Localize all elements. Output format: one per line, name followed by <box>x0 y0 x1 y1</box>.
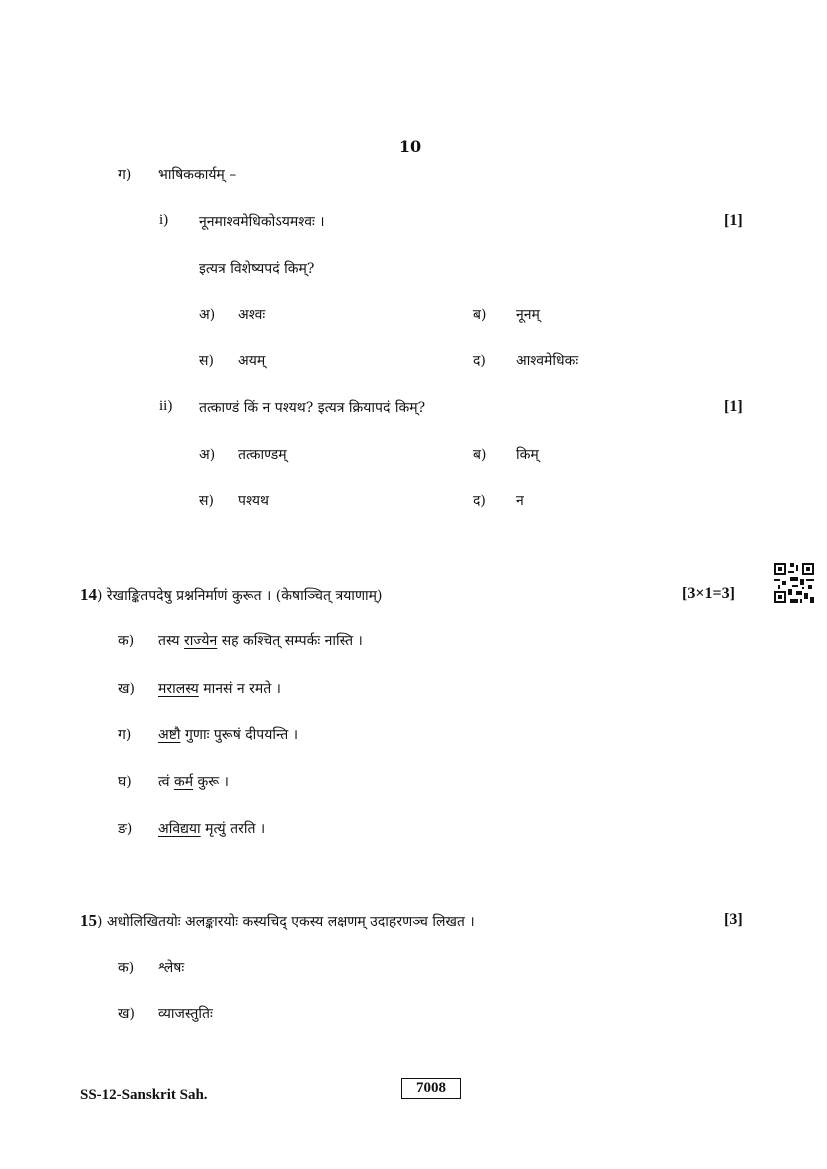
question-number: 15 <box>80 911 97 930</box>
item-number: i) <box>159 212 169 228</box>
qr-code-icon <box>774 563 814 603</box>
item-text: तत्काण्डं किं न पश्यथ? इत्यत्र क्रियापदं किम्? <box>199 400 426 416</box>
question-15: 15) अधोलिखितयोः अलङ्कारयोः कस्यचिद् एकस्य लक्षणम् उदाहरणञ्च लिखत । <box>80 911 475 930</box>
list-item: व्याजस्तुतिः <box>158 1006 213 1022</box>
list-item: तस्य राज्येन सह कश्चित् सम्पर्कः नास्ति । <box>158 633 363 649</box>
option-text: अयम् <box>238 353 266 369</box>
marks: [1] <box>724 212 743 229</box>
option-label: द) <box>473 353 486 369</box>
list-item: श्लेषः <box>158 960 185 976</box>
item-text: नूनमाश्वमेधिकोऽयमश्वः । <box>199 214 325 230</box>
list-item: मरालस्य मानसं न रमते । <box>158 681 281 697</box>
paper-code: SS-12-Sanskrit Sah. <box>80 1087 208 1103</box>
page-number: 10 <box>398 137 422 156</box>
booklet-code: 7008 <box>401 1078 461 1099</box>
option-text: किम् <box>516 447 539 463</box>
option-text: न <box>516 493 524 509</box>
option-label: द) <box>473 493 486 509</box>
option-label: ब) <box>473 307 487 323</box>
underlined-word: मरालस्य <box>158 681 199 697</box>
option-text: अश्वः <box>238 307 266 323</box>
item-label: ग) <box>118 727 132 743</box>
item-question: इत्यत्र विशेष्यपदं किम्? <box>199 261 315 277</box>
option-label: ब) <box>473 447 487 463</box>
underlined-word: अष्टौ <box>158 727 181 743</box>
item-label: ख) <box>118 1006 135 1022</box>
underlined-word: अविद्यया <box>158 821 201 837</box>
question-number: 14 <box>80 585 97 604</box>
marks: [3×1=3] <box>682 585 735 602</box>
question-14: 14) रेखाङ्कितपदेषु प्रश्ननिर्माणं कुरूत । (केषाञ्चित् त्रयाणाम्) <box>80 585 383 604</box>
marks: [1] <box>724 398 743 415</box>
question-text: अधोलिखितयोः अलङ्कारयोः कस्यचिद् एकस्य लक्षणम् उदाहरणञ्च लिखत । <box>106 914 475 930</box>
section-label: ग) <box>118 167 132 183</box>
item-number: ii) <box>159 398 173 414</box>
option-text: तत्काण्डम् <box>238 447 287 463</box>
list-item: त्वं कर्म कुरू । <box>158 774 229 790</box>
item-label: ख) <box>118 681 135 697</box>
section-title: भाषिककार्यम् – <box>158 167 237 183</box>
option-label: अ) <box>199 307 216 323</box>
item-label: घ) <box>118 774 132 790</box>
option-text: नूनम् <box>516 307 540 323</box>
item-label: ङ) <box>118 821 133 837</box>
underlined-word: कर्म <box>173 774 194 790</box>
marks: [3] <box>724 911 743 928</box>
underlined-word: राज्येन <box>184 633 218 649</box>
item-label: क) <box>118 960 135 976</box>
option-label: स) <box>199 493 214 509</box>
option-label: अ) <box>199 447 216 463</box>
item-label: क) <box>118 633 135 649</box>
option-label: स) <box>199 353 214 369</box>
option-text: आश्वमेधिकः <box>516 353 579 369</box>
list-item: अविद्यया मृत्युं तरति । <box>158 821 266 837</box>
list-item: अष्टौ गुणाः पुरूषं दीपयन्ति । <box>158 727 299 743</box>
option-text: पश्यथ <box>238 493 269 509</box>
question-text: रेखाङ्कितपदेषु प्रश्ननिर्माणं कुरूत । (केषाञ्चित् त्रयाणाम्) <box>106 588 383 604</box>
